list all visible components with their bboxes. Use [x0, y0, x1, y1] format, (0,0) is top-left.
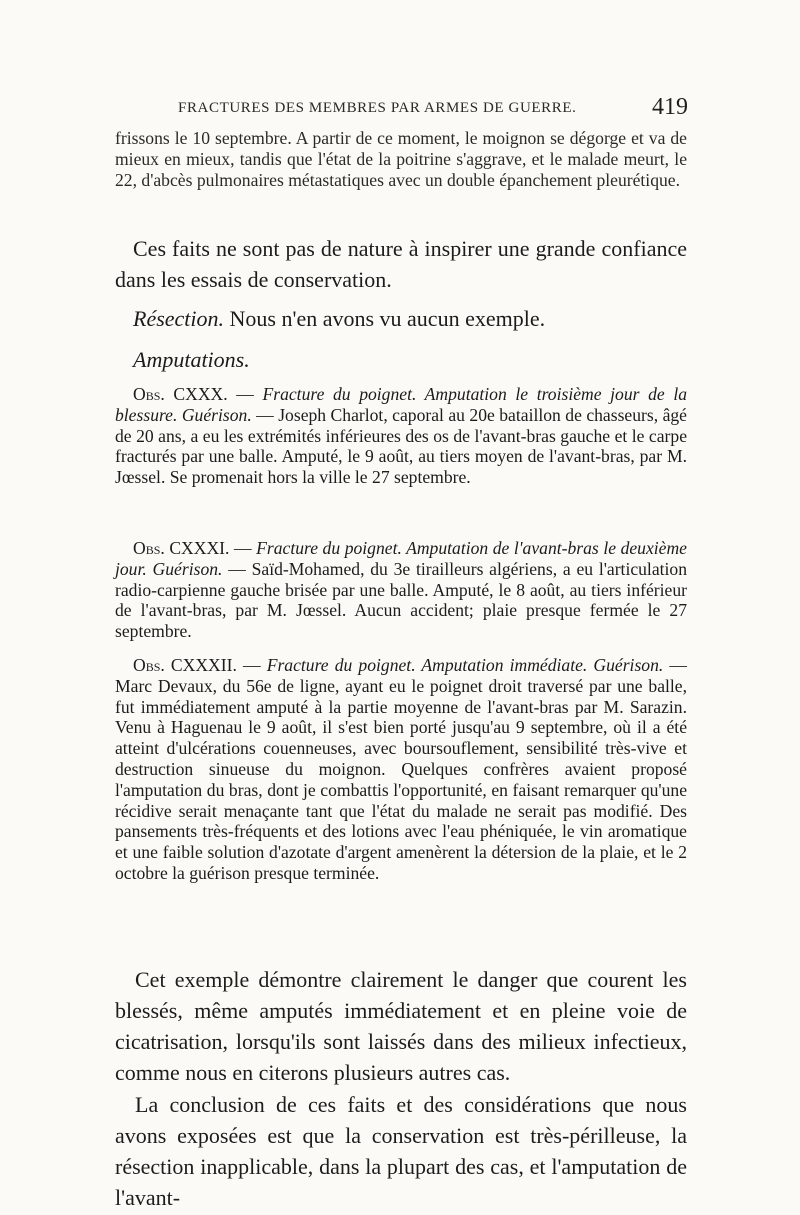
resection-label: Résection. — [133, 306, 225, 331]
observation-label: Obs. CXXXII. — [133, 655, 237, 675]
conservation-conclusion: Ces faits ne sont pas de nature à inspirer une grande confiance dans les essais de conservation. — [115, 236, 687, 292]
observation-cxxx: Obs. CXXX. — Fracture du poignet. Amputation le troisième jour de la blessure. Guérison. — Joseph Charlot, caporal au 20e bataillon de chasseurs, âgé de 20 ans, a eu les extrémités inférieures des os de l'avant-bras gauche et le carpe fracturés par une balle. Amputé, le 9 août, au tiers moyen de l'avant-bras, par M. Jœssel. Se promenait hors la ville le 27 septembre. — [115, 384, 687, 488]
observation-title: Fracture du poignet. Amputation le troisième jour de la blessure. Guérison. — [115, 384, 687, 425]
continuation-paragraph: frissons le 10 septembre. A partir de ce moment, le moignon se dégorge et va de mieux en mieux, tandis que l'état de la poitrine s'aggrave, et le malade meurt, le 22, d'abcès pulmonaires métastatiques avec un double épanchement pleurétique. — [115, 128, 687, 190]
observation-cxxxii: Obs. CXXXII. — Fracture du poignet. Amputation immédiate. Guérison. — Marc Devaux, du 56e de ligne, ayant eu le poignet droit traversé par une balle, fut immédiatement amputé à la partie moyenne de l'avant-bras par M. Sarazin. Venu à Haguenau le 9 août, il s'est bien porté jusqu'au 9 septembre, où il a été atteint d'ulcérations couenneuses, avec boursouflement, sensibilité très-vive et destruction sinueuse du moignon. Quelques confrères avaient proposé l'amputation du bras, dont je combattis l'opportunité, en faisant remarquer qu'une récidive serait menaçante tant que l'état du malade ne serait pas modifié. Des pansements très-fréquents et des lotions avec l'eau phéniquée, le vin aromatique et une faible solution d'azotate d'argent amenèrent la détersion de la plaie, et le 2 octobre la guérison presque terminée. — [115, 655, 688, 883]
observation-title: Fracture du poignet. Amputation de l'avant-bras le deuxième jour. Guérison. — [115, 538, 687, 579]
running-title: FRACTURES DES MEMBRES PAR ARMES DE GUERRE. — [178, 100, 577, 116]
closing-paragraph-1: Cet exemple démontre clairement le danger que courent les blessés, même amputés immédiatement et en pleine voie de cicatrisation, lorsqu'ils sont laissés dans des milieux infectieux, comme nous en citerons plusieurs autres cas. — [115, 967, 687, 1085]
page-number: 419 — [652, 94, 688, 120]
observation-text: Marc Devaux, du 56e de ligne, ayant eu le poignet droit traversé par une balle, fut immédiatement amputé à la partie moyenne de l'avant-bras par M. Sarazin. Venu à Haguenau le 9 août, il s'est bien porté jusqu'au 9 septembre, où il a été atteint d'ulcérations couenneuses, avec boursouflement, sensibilité très-vive et destruction sinueuse du moignon. Quelques confrères avaient proposé l'amputation du bras, dont je combattis l'opportunité, en faisant remarquer qu'une récidive serait menaçante tant que l'état du malade ne serait pas modifié. Des pansements très-fréquents et des lotions avec l'eau phéniquée, le vin aromatique et une faible solution d'azotate d'argent amenèrent la détersion de la plaie, et le 2 octobre la guérison presque terminée. — [115, 675, 687, 883]
observation-cxxxi: Obs. CXXXI. — Fracture du poignet. Amputation de l'avant-bras le deuxième jour. Guérison. — Saïd-Mohamed, du 3e tirailleurs algériens, a eu l'articulation radio-carpienne gauche brisée par une balle. Amputé, le 8 août, au tiers inférieur de l'avant-bras, par M. Jœssel. Aucun accident; plaie presque fermée le 27 septembre. — [115, 538, 688, 642]
closing-paragraph-2: La conclusion de ces faits et des considérations que nous avons exposées est que la conservation est très-périlleuse, la résection inapplicable, dans la plupart des cas, et l'amputation de l'avant- — [115, 1092, 687, 1210]
observation-label: Obs. CXXXI. — [133, 538, 230, 558]
amputations-heading: Amputations. — [133, 347, 250, 372]
observation-text: Joseph Charlot, caporal au 20e bataillon de chasseurs, âgé de 20 ans, a eu les extrémités inférieures des os de l'avant-bras gauche et le carpe fracturés par une balle. Amputé, le 9 août, au tiers moyen de l'avant-bras, par M. Jœssel. Se promenait hors la ville le 27 septembre. — [115, 404, 687, 488]
observation-title: Fracture du poignet. Amputation immédiate. Guérison. — [266, 655, 664, 675]
page-header — [178, 94, 688, 124]
observation-label: Obs. CXXX. — [133, 384, 228, 404]
observation-text: Saïd-Mohamed, du 3e tirailleurs algériens, a eu l'articulation radio-carpienne gauche brisée par une balle. Amputé, le 8 août, au tiers inférieur de l'avant-bras, par M. Jœssel. Aucun accident; plaie presque fermée le 27 septembre. — [115, 558, 688, 642]
resection-text: Nous n'en avons vu aucun exemple. — [229, 306, 546, 331]
resection-paragraph — [115, 303, 687, 334]
